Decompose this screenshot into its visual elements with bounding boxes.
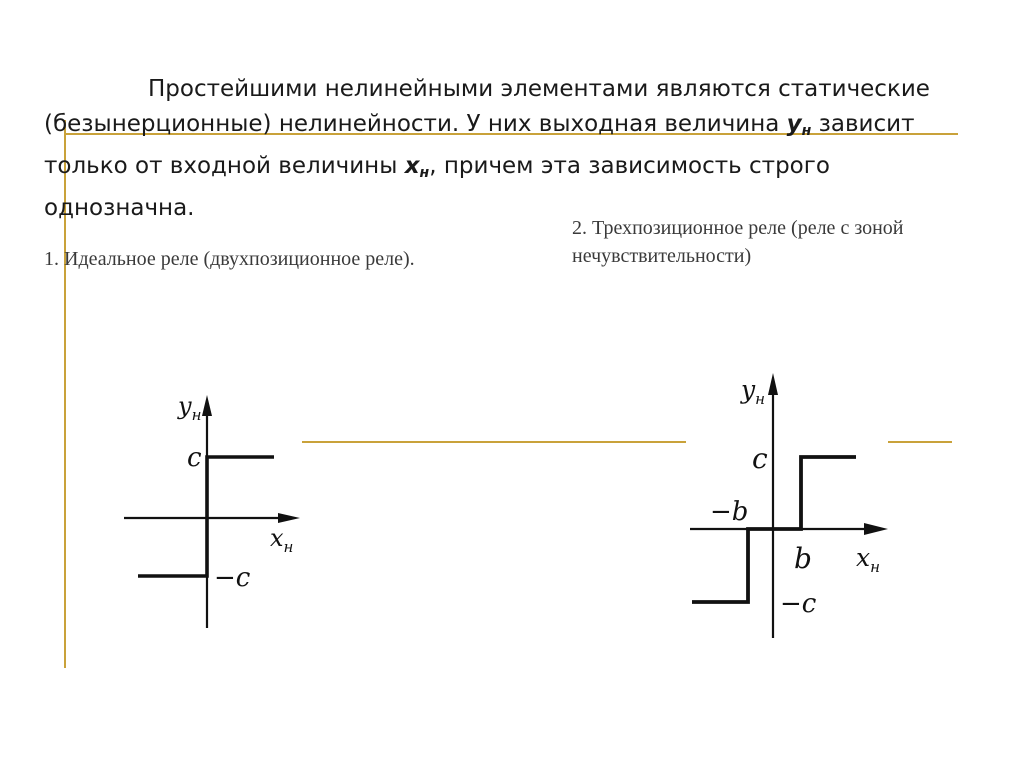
intro-text-5: , причем эта зависимость строго: [429, 153, 830, 179]
intro-text-4: только от входной величины: [44, 153, 405, 179]
graph2-x-axis-label: $x_н$: [856, 543, 880, 576]
graph2-minus-b-label: −b: [710, 497, 749, 527]
caption-three-position-relay: 2. Трехпозиционное реле (реле с зоной нечувствительности): [572, 217, 904, 267]
graph2-y-axis-label: $y_н$: [741, 375, 766, 408]
graph1-minus-c-label: −c: [214, 563, 251, 593]
graph2-c-label: c: [752, 442, 768, 475]
output-variable: $y_н$: [786, 111, 812, 139]
intro-text-1: Простейшими нелинейными элементами являются статические: [148, 76, 930, 102]
graph2-b-label: b: [794, 542, 812, 575]
graph1-c-label: c: [187, 443, 202, 473]
graph2-x-arrow: [864, 523, 888, 535]
intro-text-3: зависит: [811, 111, 915, 137]
intro-text-6: однозначна.: [44, 195, 195, 221]
intro-text-2: (безынерционные) нелинейности. У них выходная величина: [44, 111, 787, 137]
graph1-x-axis-label: $x_н$: [270, 524, 294, 556]
caption-ideal-relay: 1. Идеальное реле (двухпозиционное реле).: [44, 248, 415, 270]
graph2-minus-c-label: −c: [780, 589, 817, 619]
input-variable: $x_н$: [404, 153, 430, 181]
graph2-y-arrow: [768, 373, 778, 395]
graph1-y-axis-label: $y_н$: [178, 392, 202, 424]
